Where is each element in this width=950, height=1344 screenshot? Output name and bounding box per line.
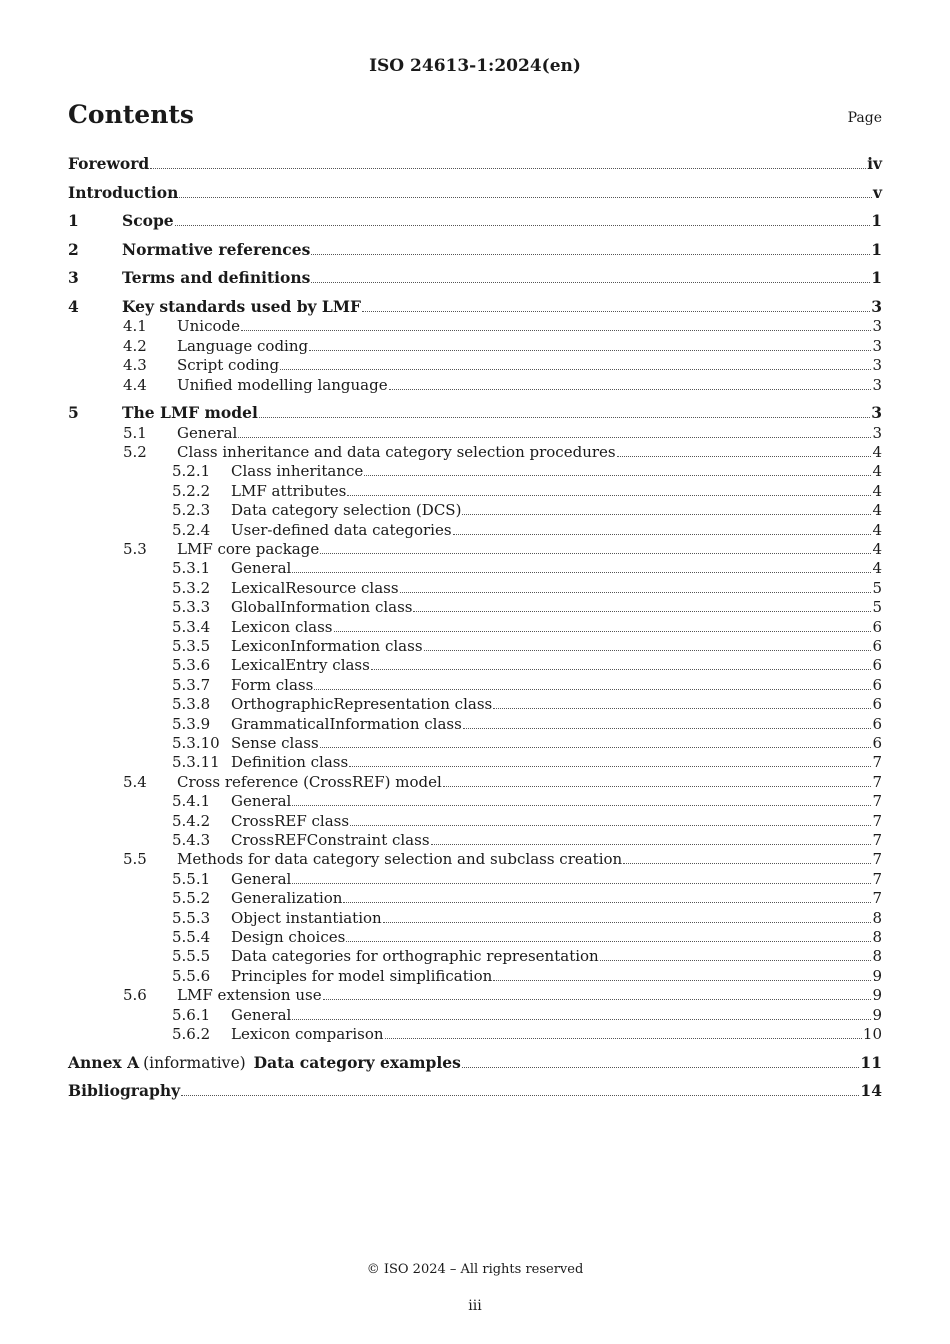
toc-entry[interactable]: [172, 636, 882, 656]
toc-entry-number: 4: [68, 297, 79, 316]
toc-entry[interactable]: [68, 268, 882, 288]
toc-entry-number: 5.2.2: [172, 481, 211, 500]
toc-entry-number: 5.2: [123, 443, 147, 461]
toc-entry-number: 5.5.6: [172, 966, 211, 985]
toc-entry-number: 5.3.1: [172, 559, 211, 578]
toc-entry-title: Unified modelling language: [177, 375, 388, 394]
toc-dot-leader: [462, 1067, 860, 1068]
toc-entry-page: 7: [872, 831, 882, 849]
toc-entry-number: 1: [68, 211, 79, 231]
toc-entry-page: 7: [872, 850, 882, 869]
toc-entry-page: 3: [871, 297, 882, 316]
toc-entry-title: GlobalInformation class: [231, 598, 413, 617]
toc-entry-page: 3: [872, 317, 882, 336]
toc-entry-number: 5.2.4: [172, 520, 211, 539]
toc-entry-title: Lexicon comparison: [231, 1025, 384, 1043]
toc-entry-title: Terms and definitions: [122, 268, 311, 288]
toc-entry-number: 4.2: [123, 336, 147, 355]
toc-entry-number: 4.1: [123, 317, 147, 336]
toc-entry-number: 5.3.6: [172, 656, 211, 675]
toc-entry-page: 4: [872, 540, 882, 558]
toc-entry-number: 2: [68, 239, 79, 259]
toc-dot-leader: [241, 330, 871, 331]
toc-entry-number: 5.6.1: [172, 1005, 211, 1024]
toc-entry[interactable]: [68, 240, 882, 260]
toc-entry-number: 5.3.8: [172, 695, 211, 714]
toc-entry[interactable]: [172, 946, 882, 966]
toc-dot-leader: [346, 941, 871, 942]
toc-entry[interactable]: [172, 908, 882, 928]
toc-dot-leader: [292, 1019, 871, 1020]
toc-dot-leader: [493, 708, 871, 709]
toc-dot-leader: [311, 282, 870, 283]
toc-entry-page: 4: [872, 520, 882, 539]
toc-entry[interactable]: [172, 966, 882, 986]
toc-entry[interactable]: [123, 375, 882, 395]
toc-entry-title: Data categories for orthographic representation: [231, 947, 599, 966]
toc-entry[interactable]: [123, 849, 882, 869]
toc-entry-title: Unicode: [177, 317, 241, 336]
toc-dot-leader: [413, 611, 871, 612]
toc-entry-number: 5.5.4: [172, 928, 211, 946]
toc-entry[interactable]: [172, 791, 882, 811]
toc-entry-page: 3: [871, 403, 882, 423]
toc-entry[interactable]: [123, 442, 882, 462]
toc-entry-page: 3: [872, 375, 882, 394]
toc-entry-title: Script coding: [177, 356, 280, 375]
toc-entry-page: iv: [867, 154, 882, 173]
toc-entry-title: LMF attributes: [231, 481, 347, 500]
toc-entry-page: 6: [872, 675, 882, 694]
toc-entry-page: 6: [872, 617, 882, 636]
toc-entry-page: 7: [872, 869, 882, 888]
toc-entry-title: Class inheritance and data category selection procedures: [177, 443, 616, 461]
document-id: ISO 24613-1:2024(en): [369, 56, 581, 76]
toc-entry-page: 4: [872, 481, 882, 500]
toc-dot-leader: [431, 844, 872, 845]
toc-entry-page: 9: [872, 1005, 882, 1024]
toc-dot-leader: [623, 863, 871, 864]
toc-entry-number: 5.4.1: [172, 792, 211, 811]
toc-entry[interactable]: [172, 617, 882, 637]
toc-dot-leader: [424, 650, 872, 651]
toc-entry-number: 4.3: [123, 356, 147, 375]
toc-dot-leader: [362, 311, 870, 312]
toc-entry-title: CrossREF class: [231, 811, 350, 830]
toc-entry-number: 5.3.11: [172, 753, 220, 772]
toc-entry-page: 6: [872, 734, 882, 752]
toc-dot-leader: [364, 475, 871, 476]
page-column-label: Page: [847, 110, 882, 126]
toc-entry[interactable]: [123, 355, 882, 375]
toc-entry-page: 1: [871, 211, 882, 231]
toc-entry-page: 9: [872, 986, 882, 1005]
toc-dot-leader: [371, 669, 872, 670]
toc-dot-leader: [389, 389, 872, 390]
toc-entry[interactable]: [172, 830, 882, 850]
toc-dot-leader: [453, 534, 872, 535]
toc-entry-title: Scope: [122, 211, 174, 231]
toc-entry-number: Annex A: [68, 1052, 140, 1072]
toc-entry[interactable]: [172, 500, 882, 520]
toc-entry[interactable]: [123, 423, 882, 443]
toc-dot-leader: [320, 747, 872, 748]
toc-entry[interactable]: [172, 1005, 882, 1025]
toc-entry-number: 5.3.5: [172, 637, 211, 655]
toc-entry-title: General: [231, 869, 292, 888]
footer-copyright: © ISO 2024 – All rights reserved: [366, 1262, 584, 1277]
toc-entry-page: v: [872, 182, 882, 202]
toc-entry-title: General: [177, 423, 238, 442]
toc-dot-leader: [463, 728, 872, 729]
toc-entry[interactable]: [172, 558, 882, 578]
toc-dot-leader: [334, 631, 872, 632]
toc-entry-title: Object instantiation: [231, 908, 382, 927]
toc-entry-number: 5.5.2: [172, 889, 211, 908]
toc-entry[interactable]: [172, 1024, 882, 1044]
toc-entry-page: 3: [872, 423, 882, 442]
toc-entry-number: 5.2.1: [172, 462, 211, 481]
toc-entry[interactable]: [123, 336, 882, 356]
toc-entry[interactable]: [68, 403, 882, 423]
toc-dot-leader: [175, 225, 871, 226]
toc-entry-number: 5.3.4: [172, 617, 211, 636]
toc-entry-title: Definition class: [231, 753, 349, 772]
toc-entry-title: Foreword: [68, 154, 150, 173]
toc-entry-number: 5.6: [123, 986, 147, 1005]
toc-entry-page: 7: [872, 772, 882, 791]
toc-entry-title: Methods for data category selection and subclass creation: [177, 850, 623, 869]
toc-entry-number: 5.3.2: [172, 578, 211, 597]
toc-entry[interactable]: [172, 869, 882, 889]
toc-entry-title: Bibliography: [68, 1081, 181, 1101]
toc-entry-page: 8: [872, 928, 882, 946]
toc-dot-leader: [320, 553, 871, 554]
toc-entry[interactable]: [68, 297, 882, 317]
toc-entry-number: 5.5.3: [172, 908, 211, 927]
toc-entry-number: 5.4.3: [172, 831, 211, 849]
toc-entry-number: 5.2.3: [172, 501, 211, 520]
toc-dot-leader: [314, 689, 871, 690]
toc-entry-title: Class inheritance: [231, 462, 364, 481]
toc-dot-leader: [385, 1038, 862, 1039]
toc-dot-leader: [600, 960, 872, 961]
toc-entry-title: General: [231, 1005, 292, 1024]
toc-dot-leader: [259, 417, 870, 418]
toc-entry[interactable]: [172, 752, 882, 772]
toc-entry-title: Lexicon class: [231, 617, 333, 636]
toc-entry-number: 5.4: [123, 772, 147, 791]
toc-entry-title: LMF core package: [177, 540, 320, 558]
toc-dot-leader: [292, 572, 871, 573]
toc-entry-note: (informative): [143, 1053, 246, 1072]
toc-entry-page: 5: [872, 598, 882, 617]
toc-entry-page: 6: [872, 637, 882, 655]
toc-dot-leader: [292, 883, 871, 884]
contents-title: Contents: [68, 100, 195, 129]
toc-entry[interactable]: [172, 481, 882, 501]
toc-entry-title: Principles for model simplification: [231, 966, 493, 985]
toc-entry[interactable]: [68, 1053, 882, 1073]
toc-entry[interactable]: [172, 714, 882, 734]
toc-entry-title: LexicalEntry class: [231, 656, 370, 675]
toc-dot-leader: [309, 350, 871, 351]
toc-entry[interactable]: [172, 694, 882, 714]
toc-entry-page: 4: [872, 462, 882, 481]
toc-entry[interactable]: [68, 1081, 882, 1101]
toc-entry-title: CrossREFConstraint class: [231, 831, 430, 849]
toc-entry[interactable]: [68, 154, 882, 174]
toc-entry-title: Design choices: [231, 928, 346, 946]
toc-entry-number: 5.5: [123, 850, 147, 869]
toc-entry-number: 5.5.5: [172, 947, 211, 966]
toc-dot-leader: [181, 1095, 859, 1096]
toc-entry-page: 14: [860, 1081, 882, 1101]
toc-entry[interactable]: [123, 985, 882, 1005]
toc-entry-number: 4.4: [123, 375, 147, 394]
toc-entry-number: 5.3: [123, 540, 147, 558]
toc-entry-number: 5.3.9: [172, 714, 211, 733]
toc-entry-title: General: [231, 559, 292, 578]
toc-entry-page: 6: [872, 714, 882, 733]
toc-entry-title: Normative references: [122, 239, 311, 259]
toc-entry-title: The LMF model: [122, 403, 258, 423]
toc-entry[interactable]: [172, 927, 882, 947]
toc-dot-leader: [280, 369, 871, 370]
toc-dot-leader: [343, 902, 871, 903]
toc-entry-number: 5.6.2: [172, 1025, 211, 1043]
toc-entry[interactable]: [68, 183, 882, 203]
toc-dot-leader: [311, 254, 870, 255]
toc-entry[interactable]: [172, 597, 882, 617]
toc-dot-leader: [347, 495, 871, 496]
toc-entry[interactable]: [68, 211, 882, 231]
toc-entry-title: User-defined data categories: [231, 520, 452, 539]
toc-entry-page: 8: [872, 908, 882, 927]
toc-entry[interactable]: [172, 461, 882, 481]
toc-entry-number: 3: [68, 268, 79, 288]
toc-entry-number: 5.1: [123, 423, 147, 442]
toc-entry-page: 3: [872, 356, 882, 375]
toc-entry-page: 9: [872, 966, 882, 985]
toc-entry-number: 5.3.7: [172, 675, 211, 694]
toc-entry[interactable]: [172, 655, 882, 675]
toc-entry-title: LMF extension use: [177, 986, 322, 1005]
toc-entry-page: 1: [871, 239, 882, 259]
toc-entry-title: Data category examples: [253, 1052, 461, 1072]
toc-dot-leader: [443, 786, 872, 787]
toc-dot-leader: [238, 437, 871, 438]
toc-entry-title: General: [231, 792, 292, 811]
toc-entry[interactable]: [172, 520, 882, 540]
toc-entry-title: Form class: [231, 675, 314, 694]
toc-entry-page: 1: [871, 268, 882, 288]
toc-entry-page: 4: [872, 443, 882, 461]
toc-dot-leader: [179, 197, 872, 198]
toc-entry-page: 7: [872, 811, 882, 830]
toc-dot-leader: [493, 980, 871, 981]
toc-entry[interactable]: [123, 772, 882, 792]
toc-entry-page: 3: [872, 336, 882, 355]
toc-entry[interactable]: [172, 888, 882, 908]
toc-entry-page: 7: [872, 753, 882, 772]
toc-entry-number: 5.4.2: [172, 811, 211, 830]
toc-entry-title: Key standards used by LMF: [122, 297, 361, 316]
toc-entry[interactable]: [123, 316, 882, 336]
toc-entry-number: 5.5.1: [172, 869, 211, 888]
toc-entry-number: 5.3.10: [172, 734, 220, 752]
toc-entry-page: 4: [872, 501, 882, 520]
toc-entry-title: Data category selection (DCS): [231, 501, 462, 520]
toc-entry-page: 8: [872, 947, 882, 966]
toc-entry-page: 5: [872, 578, 882, 597]
footer-page-number: iii: [468, 1298, 482, 1314]
toc-entry[interactable]: [172, 811, 882, 831]
toc-entry-page: 6: [872, 656, 882, 675]
toc-entry-title: Introduction: [68, 182, 179, 202]
toc-dot-leader: [323, 999, 872, 1000]
toc-entry-title: Sense class: [231, 734, 319, 752]
toc-entry-page: 6: [872, 695, 882, 714]
toc-entry-title: Generalization: [231, 889, 343, 908]
toc-entry-title: OrthographicRepresentation class: [231, 695, 493, 714]
toc-dot-leader: [617, 456, 872, 457]
toc-dot-leader: [349, 766, 871, 767]
toc-entry-title: LexiconInformation class: [231, 637, 423, 655]
toc-entry-title: Language coding: [177, 336, 309, 355]
toc-entry-page: 7: [872, 889, 882, 908]
toc-entry[interactable]: [172, 578, 882, 598]
toc-entry-page: 7: [872, 792, 882, 811]
toc-entry-title: LexicalResource class: [231, 578, 399, 597]
toc-entry-title: Cross reference (CrossREF) model: [177, 772, 442, 791]
toc-entry-number: 5: [68, 403, 79, 423]
toc-entry-page: 11: [860, 1052, 882, 1072]
toc-entry-page: 10: [862, 1025, 882, 1043]
toc-entry[interactable]: [172, 675, 882, 695]
toc-entry-page: 4: [872, 559, 882, 578]
toc-dot-leader: [383, 922, 872, 923]
toc-entry[interactable]: [172, 733, 882, 753]
toc-dot-leader: [462, 514, 871, 515]
toc-dot-leader: [150, 168, 866, 169]
toc-entry[interactable]: [123, 539, 882, 559]
toc-dot-leader: [292, 805, 871, 806]
toc-dot-leader: [350, 825, 871, 826]
toc-dot-leader: [400, 592, 872, 593]
toc-entry-title: GrammaticalInformation class: [231, 714, 462, 733]
toc-entry-number: 5.3.3: [172, 598, 211, 617]
